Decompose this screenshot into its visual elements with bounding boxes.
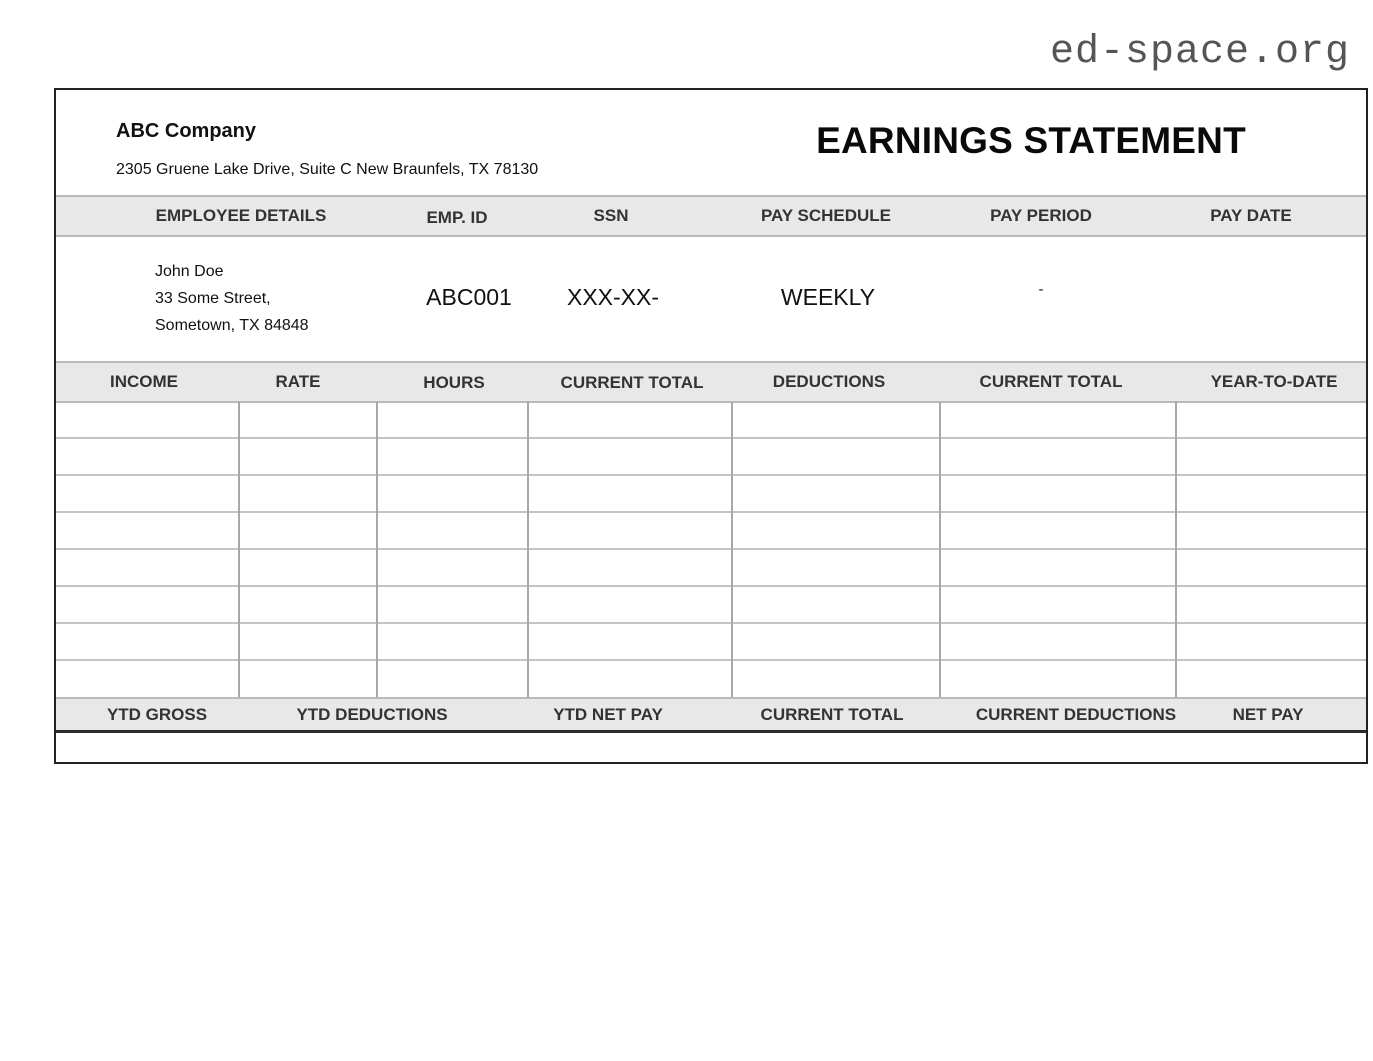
col-ytd-net-pay: YTD NET PAY — [553, 704, 663, 724]
col-pay-schedule: PAY SCHEDULE — [760, 206, 892, 225]
col-hours: HOURS — [423, 373, 485, 392]
col-employee-details: EMPLOYEE DETAILS — [155, 206, 327, 225]
table-row[interactable] — [56, 439, 1366, 476]
table-row[interactable] — [56, 587, 1366, 624]
employee-name[interactable]: John Doe — [155, 263, 224, 280]
company-address: 2305 Gruene Lake Drive, Suite C New Braunfels, TX 78130 — [116, 161, 539, 178]
table-row[interactable] — [56, 550, 1366, 587]
col-current-deductions: CURRENT DEDUCTIONS — [975, 704, 1177, 724]
column-divider — [527, 402, 529, 697]
col-deductions: DEDUCTIONS — [772, 372, 886, 391]
emp-id-value[interactable]: ABC001 — [426, 284, 512, 310]
employee-header-band — [56, 195, 1366, 237]
table-row[interactable] — [56, 624, 1366, 661]
col-year-to-date: YEAR-TO-DATE — [1210, 372, 1338, 391]
pay-schedule-value[interactable]: WEEKLY — [780, 284, 876, 310]
employee-city[interactable]: Sometown, TX 84848 — [155, 317, 309, 334]
ssn-value[interactable]: XXX-XX- — [566, 284, 660, 310]
col-deductions-current-total: CURRENT TOTAL — [979, 372, 1123, 391]
col-ytd-deductions: YTD DEDUCTIONS — [296, 704, 448, 724]
table-row[interactable] — [56, 513, 1366, 550]
col-pay-date: PAY DATE — [1210, 206, 1292, 225]
col-net-pay: NET PAY — [1232, 704, 1304, 724]
table-row[interactable] — [56, 661, 1366, 697]
column-divider — [731, 402, 733, 697]
summary-header-band — [56, 697, 1366, 733]
employee-details-row — [56, 237, 1366, 361]
col-emp-id: EMP. ID — [426, 208, 488, 227]
pay-period-value[interactable]: - — [1038, 281, 1044, 298]
company-name: ABC Company — [116, 120, 257, 142]
column-divider — [1175, 402, 1177, 697]
col-summary-current-total: CURRENT TOTAL — [760, 704, 904, 724]
column-divider — [939, 402, 941, 697]
col-rate: RATE — [275, 372, 321, 391]
earnings-statement-form — [54, 88, 1368, 764]
table-row[interactable] — [56, 476, 1366, 513]
column-divider — [376, 402, 378, 697]
table-row[interactable] — [56, 402, 1366, 439]
earnings-grid — [56, 402, 1366, 697]
earnings-header-band — [56, 361, 1366, 403]
col-ssn: SSN — [593, 206, 629, 225]
col-ytd-gross: YTD GROSS — [106, 704, 208, 724]
employee-street[interactable]: 33 Some Street, — [155, 290, 271, 307]
col-income: INCOME — [110, 372, 178, 391]
col-pay-period: PAY PERIOD — [990, 206, 1092, 225]
summary-values-row[interactable] — [56, 732, 1366, 762]
document-title: EARNINGS STATEMENT — [816, 120, 1246, 161]
col-current-total: CURRENT TOTAL — [560, 373, 704, 392]
watermark: ed-space.org — [1049, 30, 1350, 75]
column-divider — [238, 402, 240, 697]
